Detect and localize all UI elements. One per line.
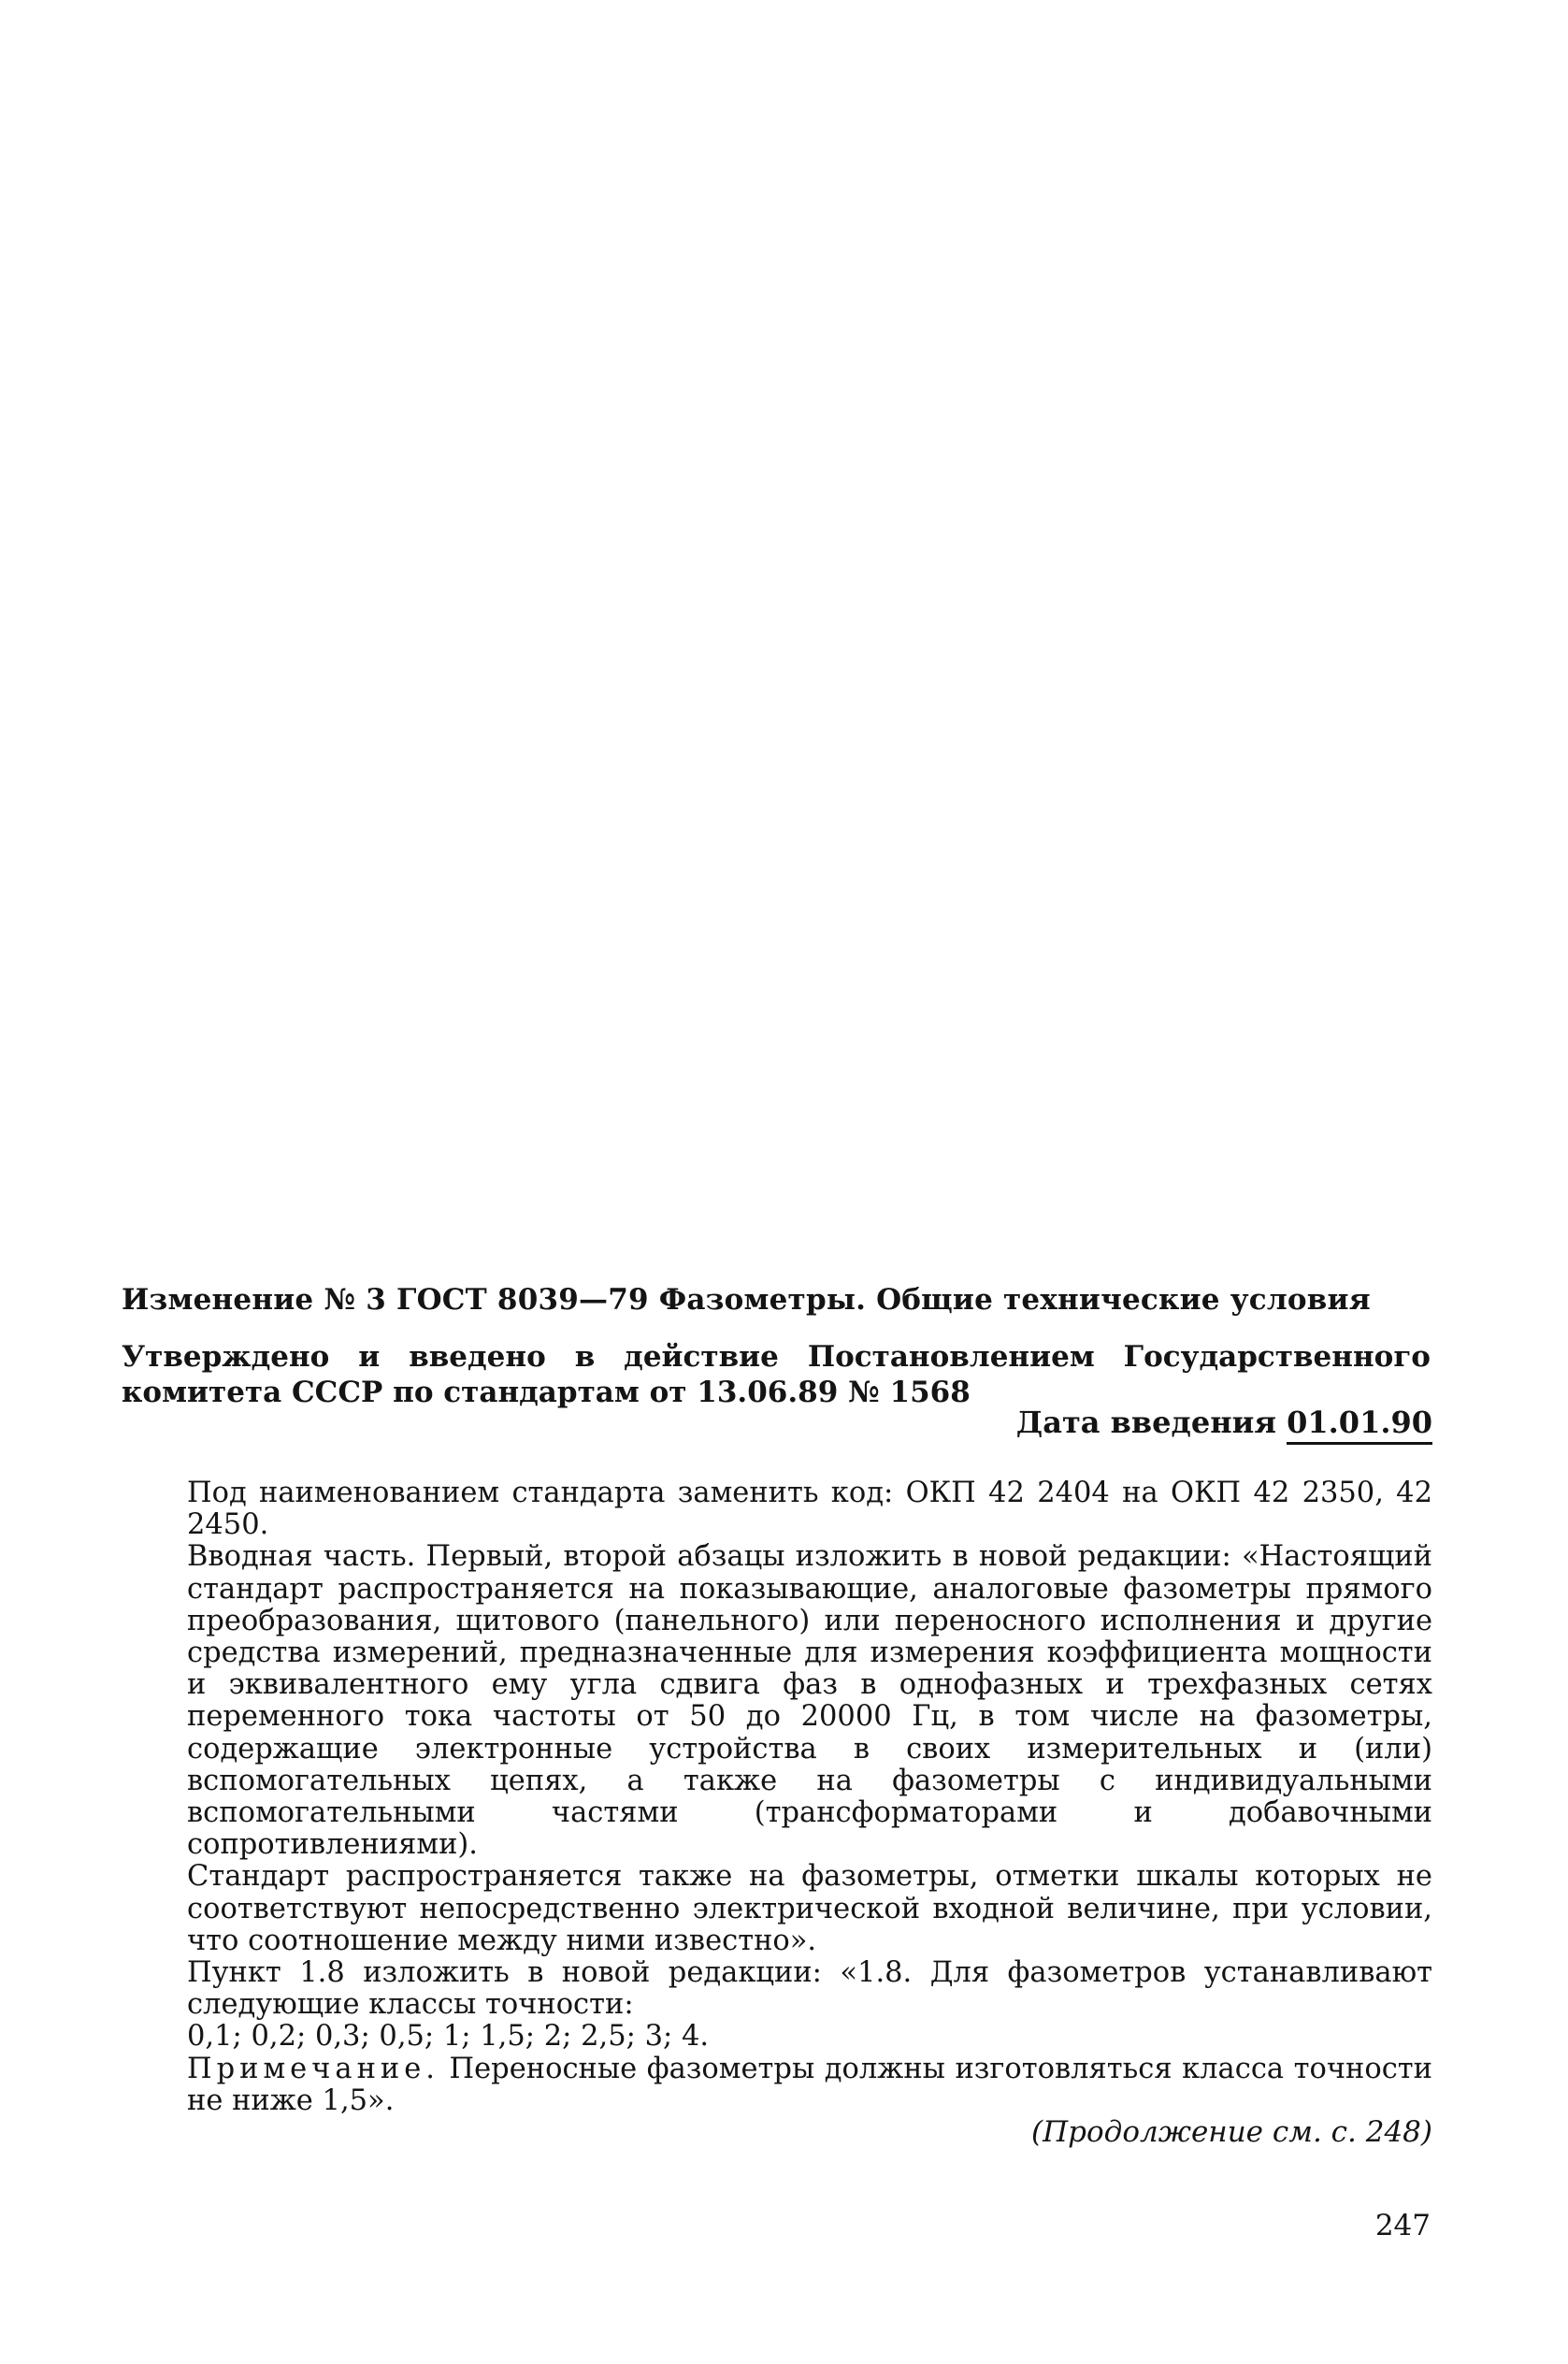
paragraph-scale-marks: Стандарт распространяется также на фазометры, отметки шкалы которых не соответствуют непосредственно электрической входной величине, при условии, что соотношение между ними известно». xyxy=(187,1860,1432,1957)
accuracy-classes: 0,1; 0,2; 0,3; 0,5; 1; 1,5; 2; 2,5; 3; 4. xyxy=(187,2020,710,2054)
note xyxy=(187,2054,1432,2117)
page-number: 247 xyxy=(1374,2209,1431,2242)
approval-statement: Утверждено и введено в действие Постановлением Государственного комитета СССР по стандартам от 13.06.89 № 1568 xyxy=(122,1340,1431,1409)
document-body xyxy=(187,1478,1432,2117)
effective-date-label: Дата введения xyxy=(1015,1405,1276,1440)
effective-date-value: 01.01.90 xyxy=(1287,1405,1432,1445)
document-title: Изменение № 3 ГОСТ 8039—79 Фазометры. Общие технические условия xyxy=(122,1283,1371,1317)
note-label: Примечание. xyxy=(187,2052,439,2085)
continued-notice: (Продолжение см. с. 248) xyxy=(1031,2115,1432,2149)
note-text: Переносные фазометры должны изготовляться класса точности не ниже 1,5». xyxy=(187,2052,1432,2117)
paragraph-code-change: Под наименованием стандарта заменить код: ОКП 42 2404 на ОКП 42 2350, 42 2450. xyxy=(187,1477,1432,1542)
effective-date xyxy=(1016,1405,1432,1440)
paragraph-clause-1-8: Пункт 1.8 изложить в новой редакции: «1.8. Для фазометров устанавливают следующие классы точности: xyxy=(187,1956,1432,2022)
paragraph-introduction: Вводная часть. Первый, второй абзацы изложить в новой редакции: «Настоящий стандарт распространяется на показывающие, аналоговые фазометры прямого преобразования, щитового (панельного) или переносного исполнения и другие средства измерений, предназначенные для измерения коэффициента мощности и эквивалентного ему угла сдвига фаз в однофазных и трехфазных сетях переменного тока частоты от 50 до 20000 Гц, в том числе на фазометры, содержащие электронные устройства в своих измерительных и (или) вспомогательных цепях, а также на фазометры с индивидуальными вспомогательными частями (трансформаторами и добавочными сопротивлениями). xyxy=(187,1540,1432,1862)
